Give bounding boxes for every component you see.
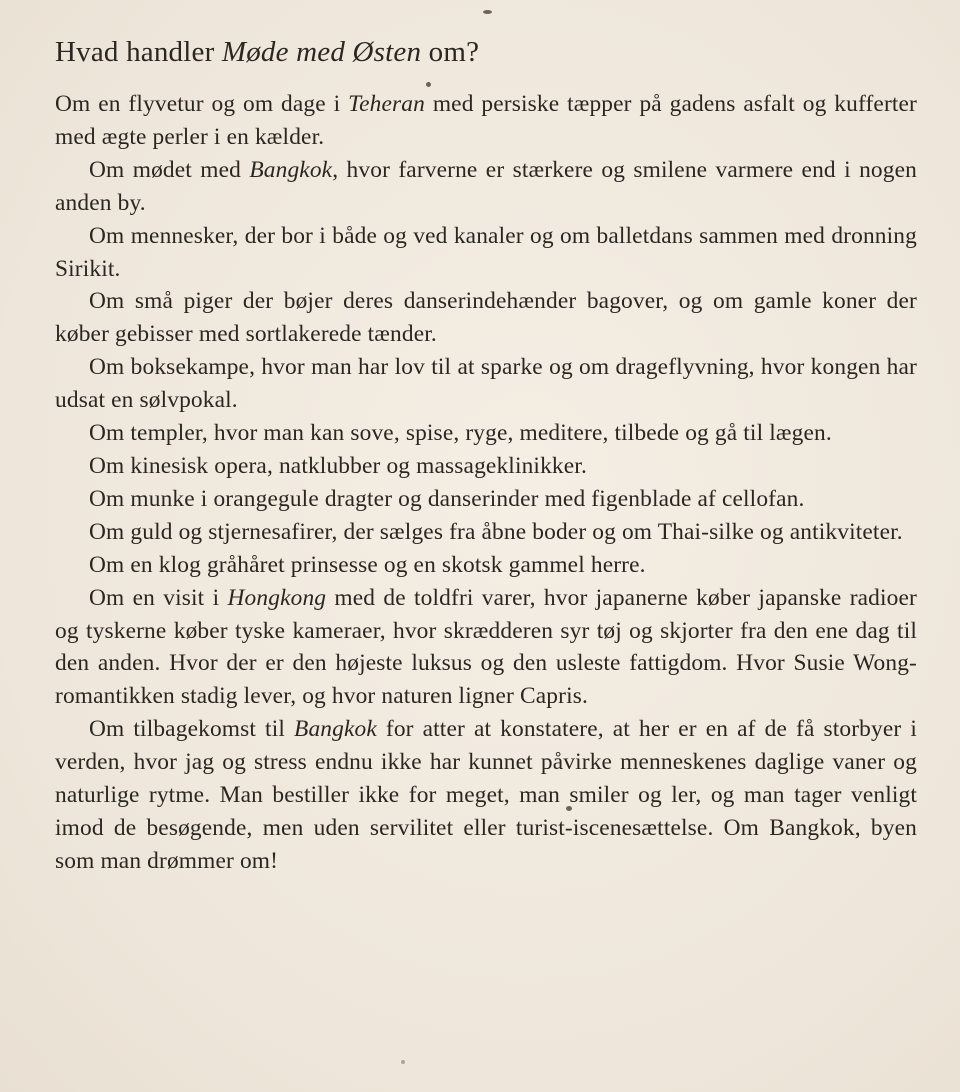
page-heading — [55, 30, 917, 74]
italic-place-name: Bangkok — [294, 716, 377, 743]
paragraph-text: , hvor farverne er stærkere og smilene varmere end i nogen anden by. — [55, 156, 917, 216]
paragraph — [55, 483, 917, 516]
paragraph — [55, 417, 917, 450]
paragraph-text: Om kinesisk opera, natklubber og massageklinikker. — [89, 452, 587, 479]
paragraph-text: for atter at konstatere, at her er en af de få storbyer i verden, hvor jag og stress endnu ikke har kunnet påvirke menneskenes daglige vaner og naturlige rytme. Man bestiller ikke for meget, man smiler og ler, og man tager venligt imod de besøgende, men uden servilitet eller turist-iscenesættelse. Om Bangkok, byen som man drømmer om! — [55, 716, 917, 874]
paragraph — [55, 285, 917, 351]
paragraph-text: Om en klog gråhåret prinsesse og en skotsk gammel herre. — [89, 551, 646, 578]
paragraph-list — [55, 88, 917, 878]
paragraph-text: Om guld og stjernesafirer, der sælges fra åbne boder og om Thai-silke og antikviteter. — [89, 518, 903, 545]
paragraph-text: Om mødet med — [89, 156, 250, 183]
paragraph-text: med de toldfri varer, hvor japanerne køber japanske radioer og tyskerne køber tyske kameraer, hvor skrædderen syr tøj og skjorter fra den ene dag til den anden. Hvor der er den højeste luksus og den usleste fattigdom. Hvor Susie Wong-romantikken stadig lever, og hvor naturen ligner Capris. — [55, 584, 917, 710]
paragraph — [55, 516, 917, 549]
italic-place-name: Bangkok — [249, 156, 333, 183]
paragraph-text: Om templer, hvor man kan sove, spise, ryge, meditere, tilbede og gå til lægen. — [89, 420, 832, 447]
paragraph-text: Om mennesker, der bor i både og ved kanaler og om balletdans sammen med dronning Sirikit. — [55, 222, 917, 282]
heading-suffix: om? — [421, 36, 480, 68]
paragraph-text: Om boksekampe, hvor man har lov til at sparke og om drageflyvning, hvor kongen har udsat en sølvpokal. — [55, 354, 917, 414]
paragraph — [55, 154, 917, 220]
paper-speck — [401, 1060, 405, 1064]
paragraph — [55, 220, 917, 286]
heading-prefix: Hvad handler — [55, 36, 222, 68]
paragraph-text: med persiske tæpper på gadens asfalt og kufferter med ægte perler i en kælder. — [55, 91, 917, 150]
paragraph — [55, 351, 917, 417]
paragraph — [55, 713, 917, 878]
paragraph-text: Om en visit i — [89, 584, 228, 611]
text-block — [55, 30, 917, 878]
paragraph — [55, 450, 917, 483]
paragraph — [55, 88, 917, 154]
heading-book-title: Møde med Østen — [221, 36, 422, 68]
paragraph — [55, 582, 917, 714]
paper-speck — [483, 10, 492, 14]
paragraph — [55, 549, 917, 582]
paragraph-text: Om munke i orangegule dragter og danserinder med figenblade af cellofan. — [89, 485, 805, 512]
paragraph-text: Om en flyvetur og om dage i — [55, 91, 349, 117]
paragraph-text: Om små piger der bøjer deres danserindehænder bagover, og om gamle koner der køber gebisser med sortlakerede tænder. — [55, 288, 917, 348]
italic-place-name: Hongkong — [227, 584, 327, 611]
paragraph-text: Om tilbagekomst til — [89, 716, 294, 743]
italic-place-name: Teheran — [348, 91, 425, 117]
